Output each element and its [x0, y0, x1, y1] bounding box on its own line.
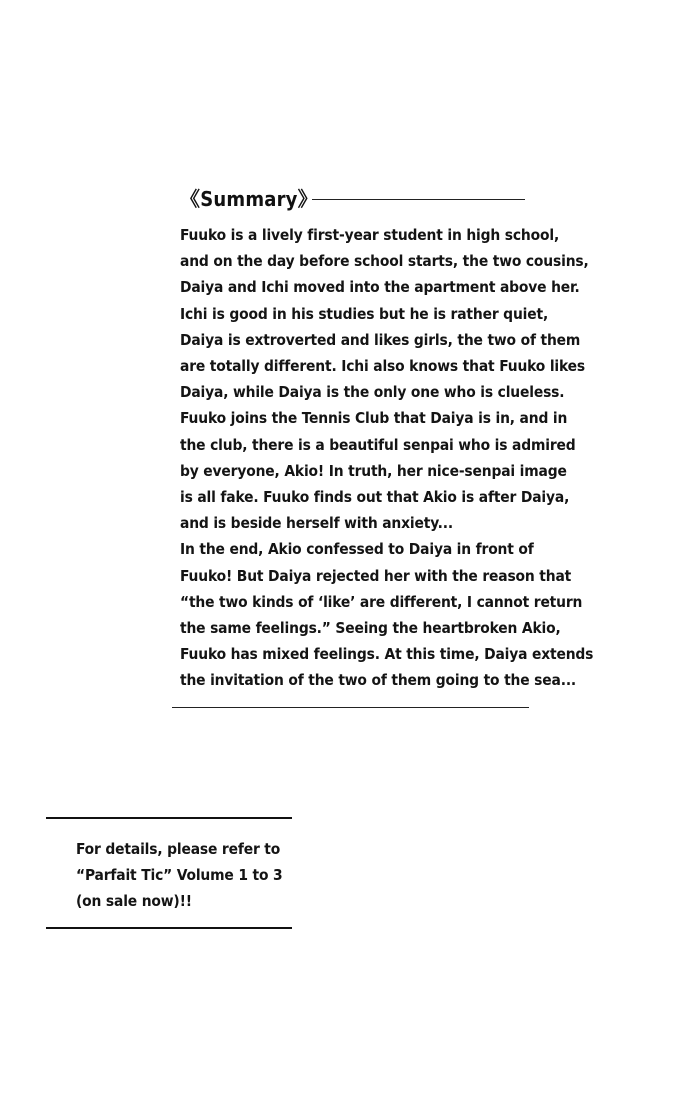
summary-line: Fuuko is a lively first-year student in high school, — [180, 226, 560, 244]
summary-line: Daiya, while Daiya is the only one who is clueless. — [180, 383, 565, 402]
details-top-rule — [46, 817, 292, 819]
summary-line: Daiya is extroverted and likes girls, the two of them — [180, 330, 581, 349]
details-line: For details, please refer to — [76, 840, 281, 858]
summary-line: the same feelings.” Seeing the heartbroken Akio, — [180, 619, 561, 638]
summary-section — [180, 182, 594, 690]
summary-line: Fuuko joins the Tennis Club that Daiya is in, and in — [180, 409, 568, 428]
details-bottom-rule — [46, 927, 292, 929]
summary-title: 《Summary》 — [180, 186, 318, 211]
summary-heading — [180, 182, 580, 212]
summary-bottom-rule — [172, 707, 529, 708]
details-text — [76, 836, 286, 914]
summary-body — [180, 222, 594, 694]
summary-line: by everyone, Akio! In truth, her nice-senpai image — [180, 461, 567, 480]
summary-line: Daiya and Ichi moved into the apartment above her. — [180, 278, 580, 297]
summary-line: “the two kinds of ‘like’ are different, I cannot return — [180, 592, 583, 611]
summary-line: Ichi is good in his studies but he is rather quiet, — [180, 304, 549, 323]
summary-title-rule — [312, 199, 525, 200]
summary-line: Fuuko has mixed feelings. At this time, Daiya extends — [180, 645, 594, 664]
summary-line: and is beside herself with anxiety... — [180, 514, 454, 533]
summary-line: the invitation of the two of them going to the sea... — [180, 671, 577, 690]
summary-line: and on the day before school starts, the two cousins, — [180, 252, 589, 271]
summary-line: In the end, Akio confessed to Daiya in front of — [180, 540, 534, 559]
details-line: “Parfait Tic” Volume 1 to 3 — [76, 866, 283, 884]
summary-line: is all fake. Fuuko finds out that Akio is after Daiya, — [180, 488, 570, 507]
summary-line: are totally different. Ichi also knows that Fuuko likes — [180, 357, 585, 376]
summary-line: Fuuko! But Daiya rejected her with the reason that — [180, 566, 572, 585]
details-box — [46, 817, 292, 930]
summary-line: the club, there is a beautiful senpai who is admired — [180, 435, 576, 454]
details-line: (on sale now)!! — [76, 892, 192, 910]
